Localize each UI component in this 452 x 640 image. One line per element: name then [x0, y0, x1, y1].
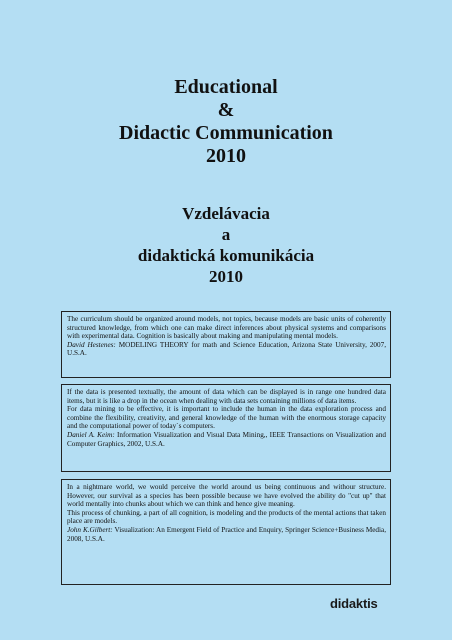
english-title-line-3: Didactic Communication [119, 122, 333, 144]
english-title-line-1: Educational [174, 76, 278, 98]
citation-source: Information Visualization and Visual Data Mining,, IEEE Transactions on Visualization and Computer Graphics, 2002, U.S.A. [67, 430, 387, 448]
quote-box-keim [61, 384, 391, 472]
slovak-title [0, 203, 452, 287]
quote-box-hestenes [61, 311, 391, 378]
publisher-logo: didaktis [330, 596, 378, 611]
citation-source: Visualization: An Emergent Field of Practice and Enquiry, Springer Science+Business Media, 2008, U.S.A. [67, 525, 387, 543]
quote-citation [67, 431, 386, 448]
quote-paragraph: If the data is presented textually, the amount of data which can be displayed is in range one hundred data items, but it is like a drop in the ocean when dealing with data sets containing millions of data items. [67, 388, 386, 405]
english-title-year: 2010 [206, 145, 246, 167]
citation-source: MODELING THEORY for math and Science Education, Arizona State University, 2007, U.S.A. [67, 340, 387, 358]
quote-citation [67, 341, 386, 358]
quote-citation [67, 526, 386, 543]
quote-paragraph: This process of chunking, a part of all cognition, is modeling and the products of the mental actions that taken place are models. [67, 508, 386, 526]
slovak-title-year: 2010 [209, 267, 243, 286]
quote-paragraph: For data mining to be effective, it is important to include the human in the data exploration process and combine the flexibility, creativity, and general knowledge of the human with the enormous storage capacity and the computational power of today´s computers. [67, 405, 386, 431]
citation-author: John K.Gilbert: [67, 525, 113, 534]
citation-author: David Hestenes: [67, 340, 116, 349]
english-title [0, 76, 452, 168]
slovak-title-line-1: Vzdelávacia [182, 204, 270, 223]
quote-box-gilbert [61, 479, 391, 585]
citation-author: Daniel A. Keim: [67, 430, 115, 439]
slovak-title-line-2: a [221, 225, 231, 244]
quote-paragraph: In a nightmare world, we would perceive the world around us being continuous and withour structure. However, our survival as a species has been possible because we have evolved the ability do "cut up" that world mentally into chunks about which we can think and hence give meaning. [67, 483, 386, 509]
slovak-title-line-3: didaktická komunikácia [137, 246, 315, 265]
english-title-line-2: & [217, 99, 235, 121]
quote-paragraph: The curriculum should be organized around models, not topics, because models are basic units of coherently structured knowledge, from which one can make direct inferences about physical systems and comparisons with experimental data. Cognition is basically about making and manipulating mental models. [67, 315, 386, 341]
